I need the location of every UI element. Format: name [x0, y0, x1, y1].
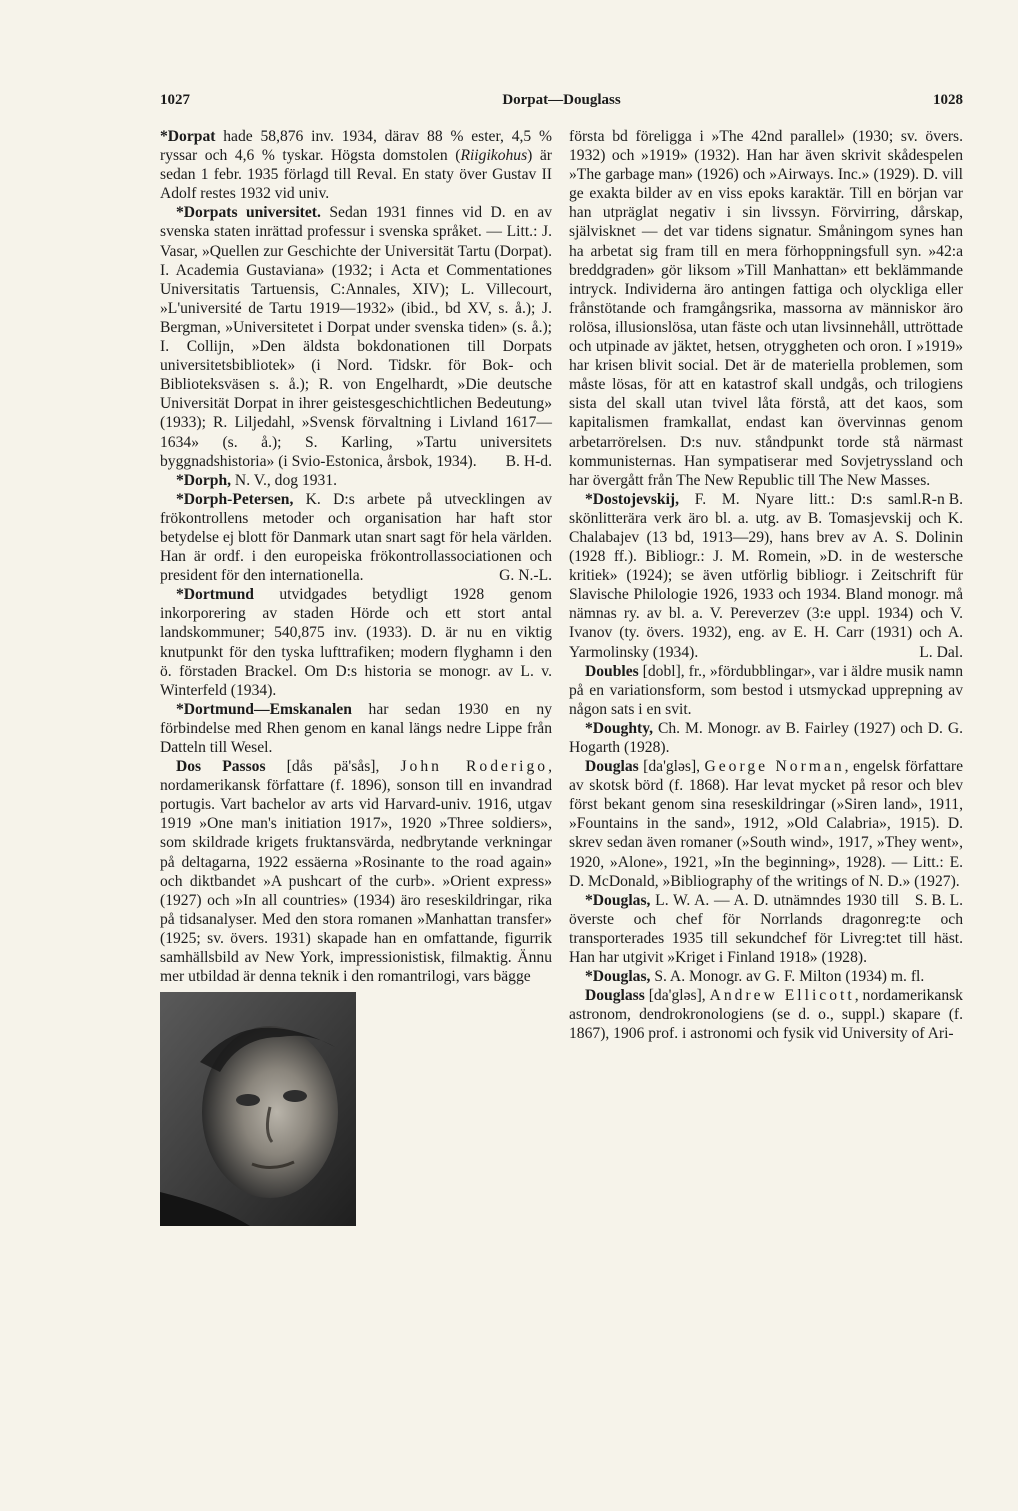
- entry-dorph-petersen: [160, 490, 552, 585]
- entry-text: S. A. Monogr. av G. F. Milton (1934) m. fl.: [650, 968, 925, 986]
- entry-text: [da'gləs],: [644, 987, 710, 1005]
- page-header: [160, 92, 963, 116]
- headword: *Dorpats universitet.: [176, 204, 321, 222]
- headword: *Doughty,: [585, 719, 654, 737]
- entry-text: utvidgades betydligt 1928 genom inkorporering av staden Hörde och ett stort antal landskommuner; 540,875 inv. (1933). D. är nu en viktig knutpunkt för den tyska lufttrafiken; modern flyghamn i den ö. förstaden Brackel. Om D:s historia se monogr. av L. v. Winterfeld (1934).: [160, 586, 552, 699]
- headword: Douglass: [585, 987, 645, 1005]
- portrait-image: [160, 992, 356, 1226]
- entry-dorpat: [160, 127, 552, 203]
- headword: *Dorph,: [176, 471, 232, 489]
- page-number-right: 1028: [933, 92, 963, 108]
- entry-text: har sedan 1930 en ny förbindelse med Rhen genom en kanal längs nedre Lippe från Datteln till Wesel.: [160, 700, 552, 756]
- headword: *Douglas,: [585, 968, 651, 986]
- entry-dorph: [160, 471, 552, 490]
- headword: *Dortmund: [176, 586, 254, 604]
- headword: *Dostojevskij,: [585, 490, 679, 508]
- author-signature: L. Dal.: [919, 643, 963, 661]
- right-column: [569, 127, 963, 1044]
- entry-text: N. V., dog 1931.: [231, 471, 338, 489]
- entry-text: [da'gləs],: [638, 758, 705, 776]
- entry-douglas-george-norman: [569, 757, 963, 909]
- headword: *Dorph-Petersen,: [176, 490, 294, 508]
- entry-text: L. W. A. — A. D. utnämndes 1930 till överste och chef för Norrlands dragonreg:te och transporterades 1935 till sekundchef för Livreg:tet till häst. Han har utgivit »Kriget i Finland 1918» (1928).: [569, 891, 963, 967]
- headword: Douglas: [585, 758, 639, 776]
- entry-text: K. D:s arbete på utvecklingen av frökontrollens metoder och organisation har haft stor betydelse ej blott för Danmark utan snart sagt för hela världen. Han är ordf. i den europeiska frökontrollassociationen och president för den internationella.: [160, 490, 552, 585]
- entry-douglass: [569, 986, 963, 1043]
- headword: *Dortmund—Emskanalen: [176, 700, 352, 718]
- entry-text: F. M. Nyare litt.: D:s saml. skönlitterära verk äro bl. a. utg. av B. Tomasjevskij och K. Chalabajev (13 bd, 1913—29), hans brev av A. S. Dolinin (1928 ff.). Bibliogr.: J. M. Romein, »D. in de westersche kritiek» (1924); se även utförlig bibliogr. i Zeitschrift für Slavische Philologie 1926, 1933 och 1934. Bland monogr. må nämnas ry. av bl. a. V. Pereverzev (3:e uppl. 1934) och V. Ivanov (ty. övers. 1932), eng. av E. H. Carr (1931) och A. Yarmolinsky (1934).: [569, 490, 963, 661]
- author-signature: S. B. L.: [914, 891, 963, 909]
- entry-dostojevskij: [569, 490, 963, 662]
- entry-italic: Riigikohus: [460, 147, 528, 165]
- entry-text: , nordamerikansk astronom, dendrokronologiens (se d. o., suppl.) skapare (f. 1867), 1906 prof. i astronomi och fysik vid University of Ari-: [569, 987, 963, 1043]
- entry-text: första bd föreligga i »The 42nd parallel» (1930; sv. övers. 1932) och »1919» (1932). Han har även skrivit skådespelen »The garbage man» (1926) och »Airways. Inc.» (1929). D. vill ge exakta bilder av en viss epoks karaktär. Till en början var han utpräglat negativ i sin livssyn. Förvirring, dårskap, självisknet — det var tidens signatur. Småningom synes han ha arbetat sig fram till en mera förhoppningsfull syn. »42:a breddgraden» gör liksom »Till Manhattan» ett beklämmande intryck. Individerna äro antingen fattiga och olyckliga eller frånstötande och framgångsrika, massorna av människor äro rolösa, illusionslösa, utan fäste och utan livsinnehåll, uttröttade och utpinade av jäktet, hetsen, otryggheten och oron. I »1919» har krisen blivit social. Det är de materiella problemen, som måste lösas, för att en katastrof skall undgås, och trilogiens sista del skall utan tvivel låta förstå, att det kaos, som kapitalismen framkallat, endast kan övervinnas genom arbetarrörelsen. D:s nuv. ståndpunkt torde stå närmast kommunisternas. Han sympatiserar med Sovjetryssland och har övergått från The New Republic till The New Masses.: [569, 128, 963, 489]
- entry-text: [dobl], fr., »fördubblingar», var i äldre musik namn på en variationsform, som bestod i utsmyckad upprepning av någon sats i en svit.: [569, 662, 963, 718]
- portrait-photo: [160, 992, 356, 1226]
- entry-text: , engelsk författare av skotsk börd (f. 1868). Har levat mycket på resor och blev först bekant genom sina reseskildringar (»Siren land», 1911, »Fountains in the sand», 1912, »Old Calabria», 1915). D. skrev sedan även romaner (»South wind», 1917, »They went», 1920, »Alone», 1921, »In the beginning», 1928). — Litt.: E. D. McDonald, »Bibliography of the writings of N. D.» (1927).: [569, 758, 963, 890]
- headword: Doubles: [585, 662, 639, 680]
- entry-text: Sedan 1931 finnes vid D. en av svenska staten inrättad professur i svenska språket. — Litt.: J. Vasar, »Quellen zur Geschichte der Universität Tartu (Dorpat). I. Academia Gustaviana» (1932; i Acta et Commentationes Universitatis Tartuensis, C:Annales, XIV); L. Villecourt, »L'université de Tartu 1919—1932» (ibid., bd XV, s. å.); J. Bergman, »Universitetet i Dorpat under svenska tiden» (s. å.); I. Collijn, »Den äldsta bokdonationen till Dorpats universitetsbibliotek» (i Nord. Tidskr. för Bok- och Biblioteksväsen s. å.); R. von Engelhardt, »Die deutsche Universität Dorpat in ihrer geistesgeschichtlichen Bedeutung» (1933); R. Liljedahl, »Svensk förvaltning i Livland 1617—1634» (s. å.); S. Karling, »Tartu universitets byggnadshistoria» (i Svio-Estonica, årsbok, 1934).: [160, 204, 552, 470]
- entry-text: [dås pä'sås],: [265, 758, 401, 776]
- spaced-name: Andrew Ellicott: [709, 987, 855, 1005]
- headword: *Douglas,: [585, 891, 651, 909]
- entry-dortmund-emskanalen: [160, 700, 552, 757]
- entry-doughty: [569, 719, 963, 757]
- entry-text: ) är sedan 1 febr. 1935 förlagd till Reval. En staty över Gustav II Adolf restes 1932 vid univ.: [160, 147, 552, 203]
- spaced-name: George Norman: [704, 758, 845, 776]
- spaced-name: John Roderigo: [400, 758, 549, 776]
- entry-text: , nordamerikansk författare (f. 1896), sonson till en invandrad portugis. Vart bachelor av arts vid Harvard-univ. 1916, utgav 1919 »One man's initiation 1917», 1920 »Three soldiers», som skildrade krigets fruktansvärda, nedbrytande verkningar på deltagarna, 1922 essäerna »Rosinante to the road again» och diktbandet »A pushcart of the curb». »Orient express» (1927) och »In all countries» (1934) äro reseskildringar, rika på tidsanalyser. Med den stora romanen »Manhattan transfer» (1925; sv. övers. 1931) skapade han en omfattande, figurrik samhällsbild av New York, impressionistisk, filmaktig. Ännu mer utbildad är denna teknik i den romantrilogi, vars bägge: [160, 758, 552, 986]
- headword: *Dorpat: [160, 128, 216, 145]
- entry-text: Ch. M. Monogr. av B. Fairley (1927) och D. G. Hogarth (1928).: [569, 719, 963, 756]
- entry-dos-passos: [160, 757, 552, 986]
- entry-dorpats-universitet: [160, 203, 552, 470]
- author-signature: R-n B.: [921, 490, 963, 508]
- entry-doubles: [569, 662, 963, 719]
- author-signature: B. H-d.: [505, 452, 552, 470]
- entry-dortmund: [160, 585, 552, 700]
- running-title: Dorpat—Douglass: [502, 92, 621, 108]
- headword: Dos Passos: [176, 758, 266, 776]
- entry-douglas-sa: [569, 967, 963, 986]
- page-number-left: 1027: [160, 92, 190, 108]
- author-signature: G. N.-L.: [499, 567, 552, 585]
- entry-text: hade 58,876 inv. 1934, därav 88 % ester, 4,5 % ryssar och 4,6 % tyskar. Högsta domstolen (: [160, 128, 552, 165]
